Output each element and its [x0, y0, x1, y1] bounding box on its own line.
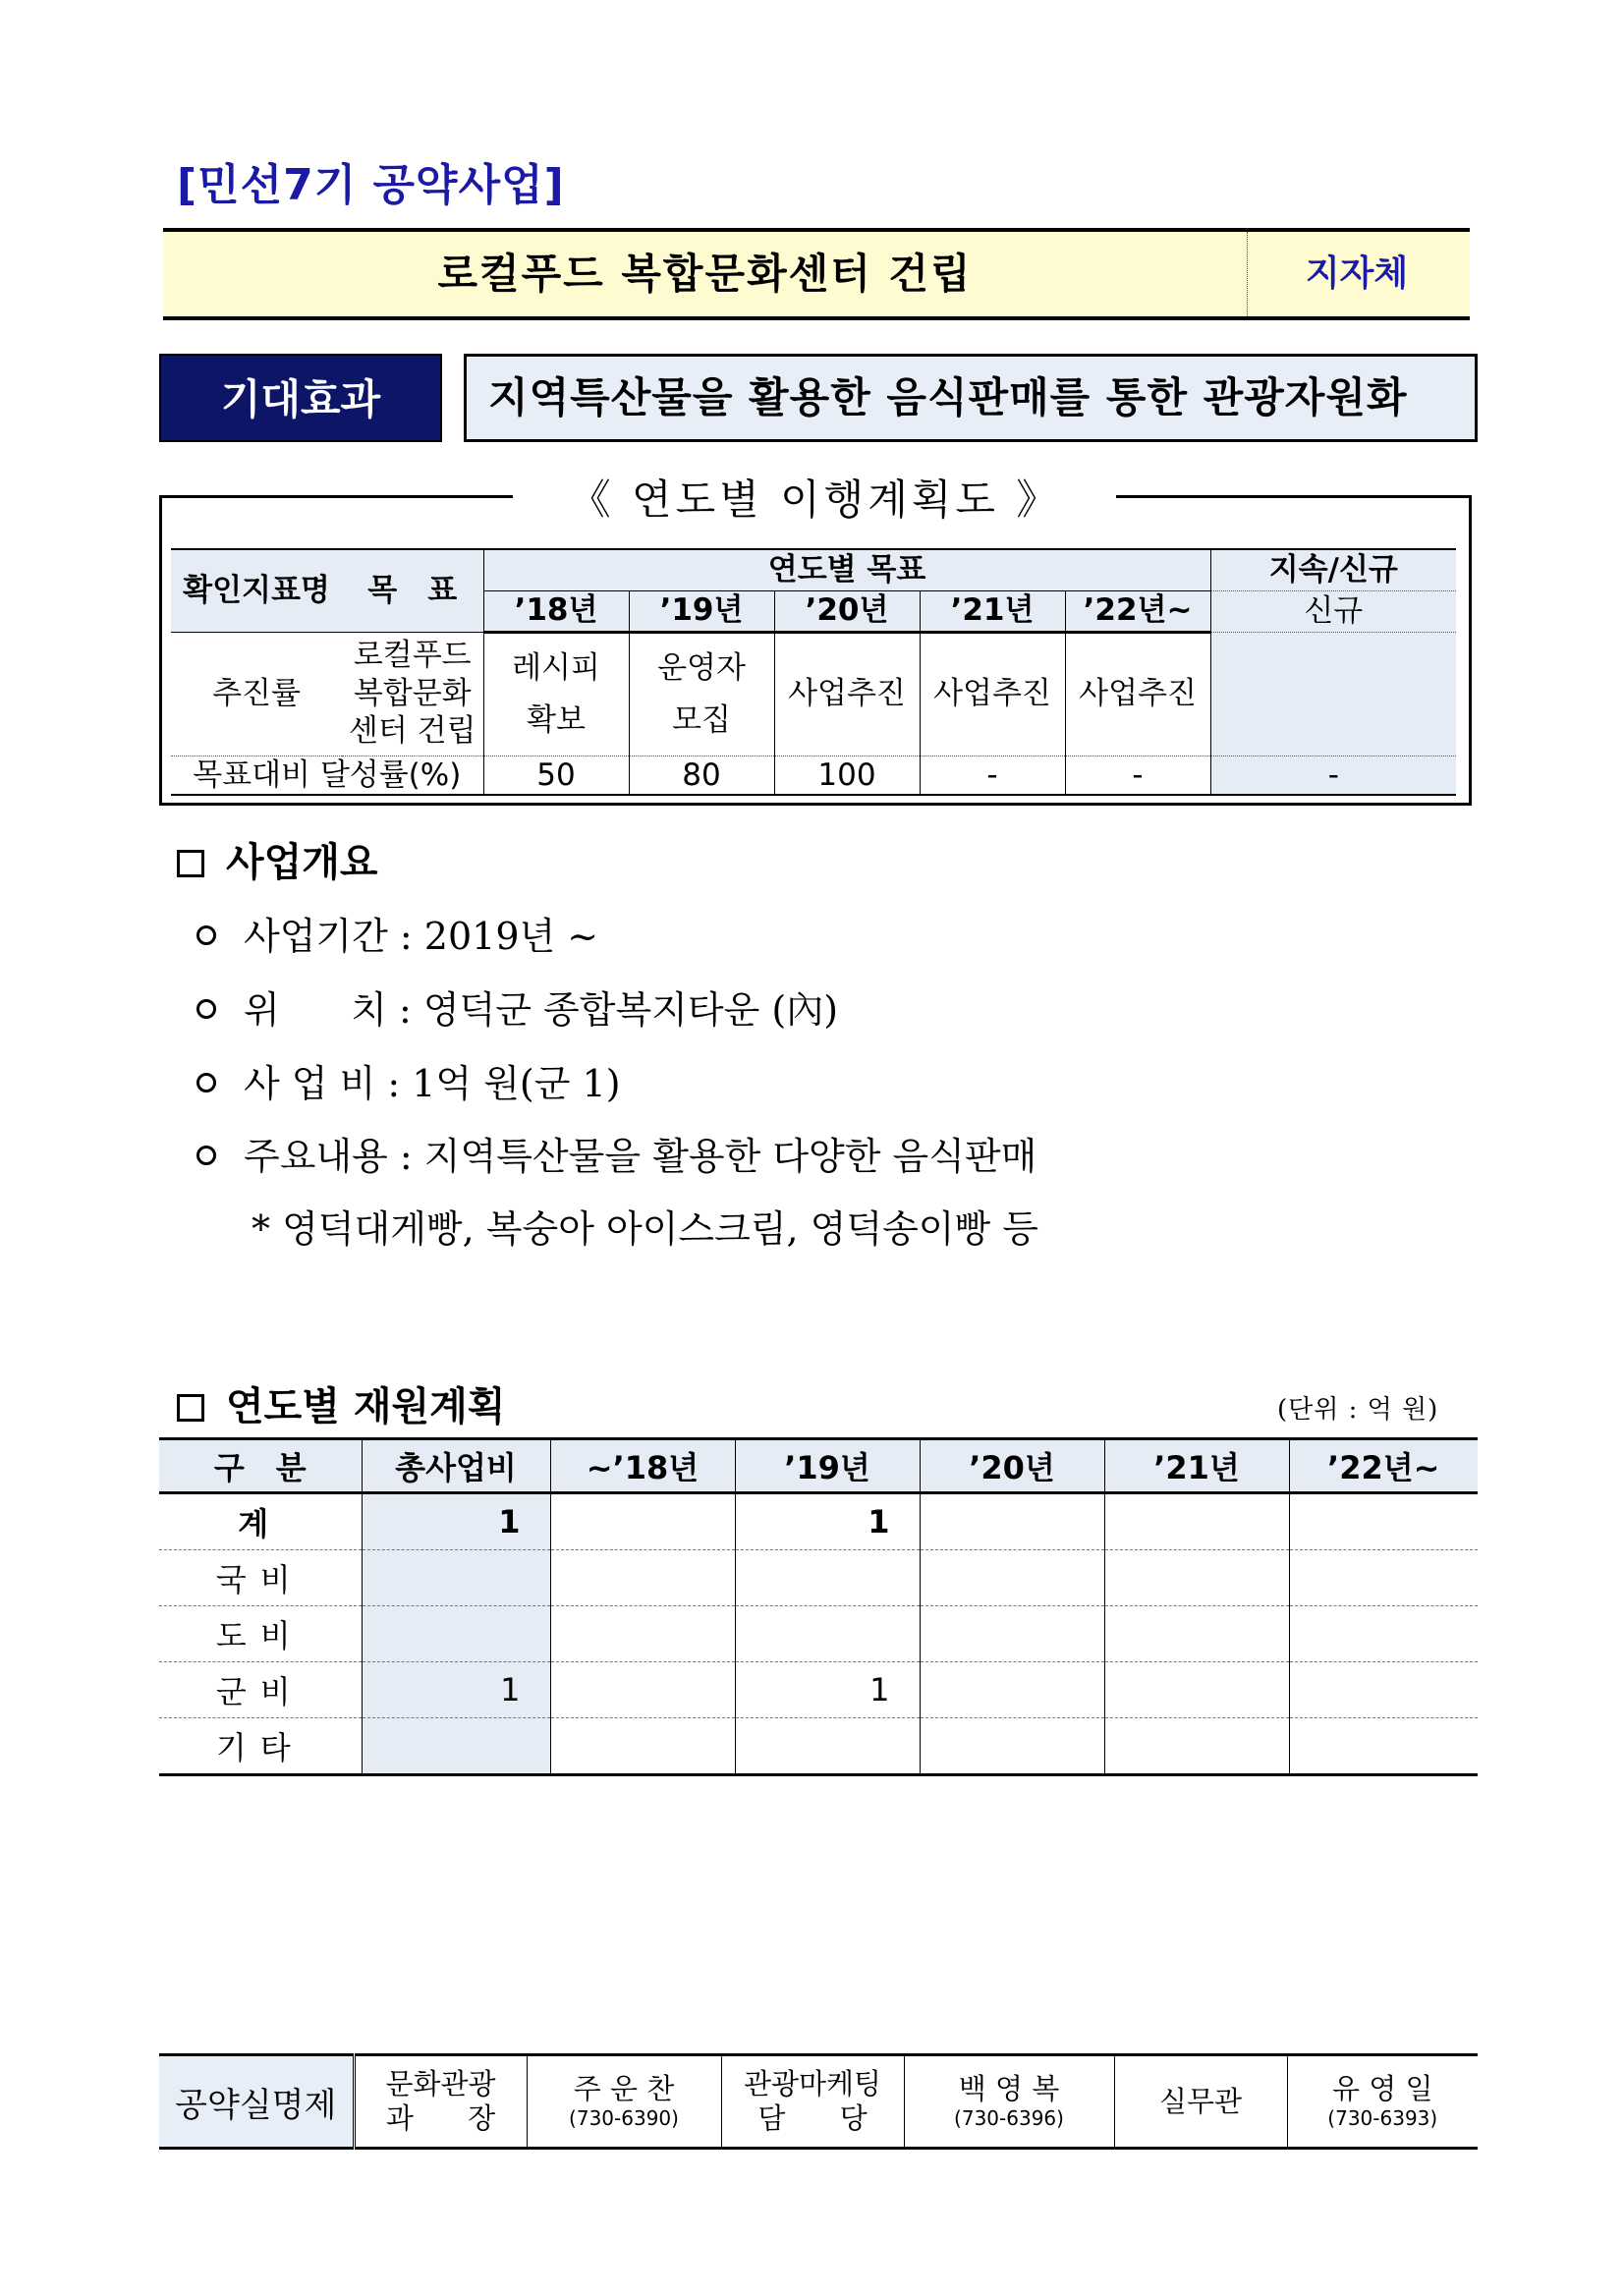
- funding-row: [159, 1606, 1478, 1662]
- funding-col-header: 총사업비: [362, 1439, 550, 1493]
- role-line: 문화관광: [385, 2067, 496, 2101]
- y18-cell: [483, 632, 629, 756]
- status-cell: [1210, 632, 1456, 756]
- role-line: 과 장: [385, 2101, 496, 2135]
- y19-cell: [629, 632, 774, 756]
- funding-cell: [735, 1550, 920, 1606]
- expected-effect-text: 지역특산물을 활용한 음식판매를 통한 관광자원화: [464, 354, 1478, 442]
- achievement-value: -: [920, 756, 1065, 795]
- y21-cell: 사업추진: [920, 632, 1065, 756]
- person-phone: (730-6393): [1327, 2106, 1438, 2131]
- year-header: ’22년~: [1065, 590, 1210, 632]
- achievement-value: 100: [774, 756, 920, 795]
- status-value: 신규: [1210, 590, 1456, 632]
- overview-note: * 영덕대게빵, 복숭아 아이스크림, 영덕송이빵 등: [252, 1207, 1039, 1251]
- funding-cell: 1: [362, 1493, 550, 1550]
- yearly-goal-header: 연도별 목표: [483, 549, 1210, 590]
- funding-cell: [550, 1550, 735, 1606]
- plan-title-rule-right: [1116, 495, 1472, 498]
- overview-item: [196, 1053, 621, 1107]
- achievement-value: -: [1065, 756, 1210, 795]
- y22-cell: 사업추진: [1065, 632, 1210, 756]
- funding-cell: [1104, 1718, 1289, 1775]
- funding-cell: [1289, 1662, 1478, 1718]
- year-header: ’19년: [629, 590, 774, 632]
- funding-cell: 1: [735, 1493, 920, 1550]
- funding-col-header: ~’18년: [550, 1439, 735, 1493]
- y18-line: 레시피: [512, 649, 600, 686]
- funding-cell: [550, 1606, 735, 1662]
- indicator-cell: 추진률: [171, 632, 342, 756]
- funding-col-header: 구 분: [159, 1439, 362, 1493]
- funding-col-header: ’22년~: [1289, 1439, 1478, 1493]
- achievement-status: -: [1210, 756, 1456, 795]
- person-phone: (730-6396): [954, 2106, 1064, 2131]
- funding-cell: [550, 1493, 735, 1550]
- signoff-table: [159, 2053, 1478, 2150]
- goal-header: 목 표: [342, 549, 483, 632]
- achievement-label: 목표대비 달성률(%): [171, 756, 483, 795]
- funding-row-label: 군비: [159, 1662, 362, 1718]
- goal-line: 복합문화: [353, 675, 472, 711]
- funding-cell: [1289, 1718, 1478, 1775]
- funding-cell: [735, 1718, 920, 1775]
- plan-title-rule-left: [159, 495, 513, 498]
- funding-row: [159, 1550, 1478, 1606]
- funding-cell: [1289, 1606, 1478, 1662]
- indicator-header: 확인지표명: [171, 549, 342, 632]
- signoff-role-2: [721, 2055, 904, 2149]
- role-line: 관광마케팅: [743, 2067, 882, 2101]
- funding-cell: [735, 1606, 920, 1662]
- funding-col-header: ’21년: [1104, 1439, 1289, 1493]
- checkbox-square-icon: [177, 1394, 204, 1422]
- funding-table: [159, 1437, 1478, 1776]
- signoff-role-1: [354, 2055, 527, 2149]
- y19-line: 모집: [672, 701, 731, 738]
- funding-cell: [1104, 1550, 1289, 1606]
- signoff-label: 공약실명제: [159, 2055, 354, 2149]
- year-header: ’18년: [483, 590, 629, 632]
- funding-cell: [1289, 1493, 1478, 1550]
- circle-bullet-icon: [196, 1146, 216, 1165]
- funding-row: [159, 1662, 1478, 1718]
- overview-item: [196, 1126, 1036, 1180]
- funding-row-label: 계: [159, 1493, 362, 1550]
- overview-item: [196, 906, 598, 960]
- goal-line: 센터 건립: [348, 713, 476, 750]
- funding-col-header: ’20년: [920, 1439, 1104, 1493]
- funding-cell: [362, 1718, 550, 1775]
- achievement-value: 50: [483, 756, 629, 795]
- achievement-value: 80: [629, 756, 774, 795]
- person-name: 유 영 일: [1332, 2071, 1433, 2105]
- signoff-person-2: [904, 2055, 1114, 2149]
- checkbox-square-icon: [177, 850, 204, 877]
- signoff-role-3: 실무관: [1114, 2055, 1287, 2149]
- project-title-box: [163, 228, 1470, 320]
- year-header: ’21년: [920, 590, 1065, 632]
- funding-cell: [362, 1550, 550, 1606]
- goal-cell: [342, 632, 483, 756]
- y18-line: 확보: [527, 701, 586, 738]
- funding-cell: [920, 1493, 1104, 1550]
- circle-bullet-icon: [196, 1073, 216, 1092]
- signoff-person-3: [1287, 2055, 1478, 2149]
- funding-cell: [920, 1550, 1104, 1606]
- expected-effect-label: 기대효과: [159, 354, 442, 442]
- funding-row-label: 도비: [159, 1606, 362, 1662]
- funding-cell: [1104, 1606, 1289, 1662]
- funding-cell: [550, 1718, 735, 1775]
- y20-cell: 사업추진: [774, 632, 920, 756]
- overview-item-text: 사 업 비 : 1억 원(군 1): [244, 1062, 621, 1105]
- funding-cell: [920, 1718, 1104, 1775]
- year-header: ’20년: [774, 590, 920, 632]
- funding-cell: 1: [735, 1662, 920, 1718]
- plan-title: 《 연도별 이행계획도 》: [569, 476, 1062, 524]
- funding-cell: [1289, 1550, 1478, 1606]
- overview-heading: [177, 831, 378, 887]
- person-phone: (730-6390): [569, 2106, 679, 2131]
- project-category-tag: 지자체: [1305, 253, 1409, 294]
- overview-item: [196, 980, 838, 1034]
- funding-cell: [920, 1606, 1104, 1662]
- funding-cell: [1104, 1493, 1289, 1550]
- funding-cell: [920, 1662, 1104, 1718]
- funding-cell: [1104, 1662, 1289, 1718]
- overview-item-text: 사업기간 : 2019년 ~: [244, 915, 599, 958]
- unit-note: (단위 : 억 원): [1277, 1395, 1439, 1425]
- funding-row-label: 기타: [159, 1718, 362, 1775]
- person-name: 백 영 복: [958, 2071, 1060, 2105]
- funding-col-header: ’19년: [735, 1439, 920, 1493]
- signoff-person-1: [527, 2055, 721, 2149]
- role-line: 담 당: [757, 2101, 868, 2135]
- status-header: 지속/신규: [1210, 549, 1456, 590]
- circle-bullet-icon: [196, 925, 216, 945]
- overview-item-text: 주요내용 : 지역특산물을 활용한 다양한 음식판매: [244, 1135, 1037, 1178]
- person-name: 주 운 찬: [573, 2071, 675, 2105]
- y19-line: 운영자: [657, 649, 746, 686]
- yearly-plan-table: [171, 548, 1456, 796]
- funding-cell: [550, 1662, 735, 1718]
- funding-heading-text: 연도별 재원계획: [226, 1384, 506, 1429]
- circle-bullet-icon: [196, 999, 216, 1019]
- overview-heading-text: 사업개요: [226, 840, 378, 885]
- funding-row: [159, 1493, 1478, 1550]
- commitment-label: [민선7기 공약사업]: [177, 160, 565, 210]
- funding-cell: [362, 1606, 550, 1662]
- project-title: 로컬푸드 복합문화센터 건립: [163, 232, 1248, 316]
- funding-row-label: 국비: [159, 1550, 362, 1606]
- goal-line: 로컬푸드: [353, 637, 472, 673]
- funding-row: [159, 1718, 1478, 1775]
- funding-heading: [177, 1375, 505, 1431]
- funding-cell: 1: [362, 1662, 550, 1718]
- overview-item-text: 위 치 : 영덕군 종합복지타운 (內): [244, 988, 839, 1032]
